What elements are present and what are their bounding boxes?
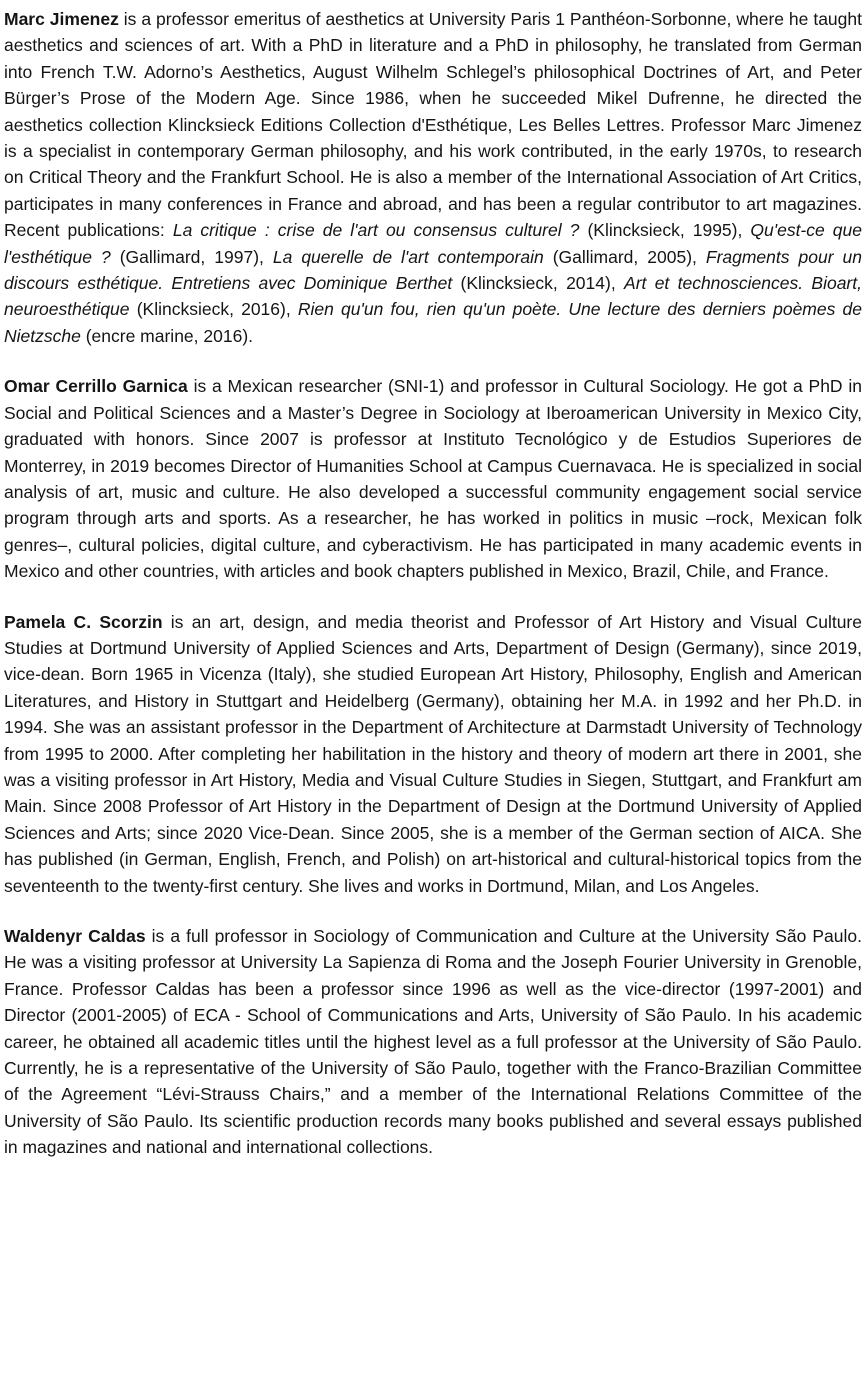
text-run-italic: Qu'est-ce que l'esthétique ?	[4, 220, 862, 267]
text-run-normal: (Klincksieck, 2014),	[452, 273, 625, 294]
bio-paragraph-waldenyr-caldas	[4, 923, 862, 1161]
bio-paragraph-pamela-c-scorzin	[4, 609, 862, 899]
text-run-italic: La querelle de l'art contemporain	[272, 246, 544, 267]
text-run-normal: is a Mexican researcher (SNI-1) and professor in Cultural Sociology. He got a PhD in Social and Political Sciences and a Master’s Degree in Sociology at Iberoamerican University in Mexico City, graduated with honors. Since 2007 is professor at Instituto Tecnológico y de Estudios Superiores de Monterrey, in 2019 becomes Director of Humanities School at Campus Cuernavaca. He is specialized in social analysis of art, music and culture. He also developed a successful community engagement social service program through arts and sports. As a researcher, he has worked in politics in music –rock, Mexican folk genres–, cultural policies, digital culture, and cyberactivism. He has participated in many academic events in Mexico and other countries, with articles and book chapters published in Mexico, Brazil, Chile, and France.	[4, 376, 862, 582]
text-run-bold: Waldenyr Caldas	[4, 926, 146, 946]
document-page	[4, 6, 862, 1161]
text-run-italic: Fragments pour un discours esthétique. Entretiens avec Dominique Berthet	[4, 246, 862, 294]
text-run-normal: (encre marine, 2016).	[80, 325, 254, 346]
text-run-italic: Rien qu'un fou, rien qu'un poète. Une lecture des derniers poèmes de Nietzsche	[4, 299, 862, 346]
text-run-bold: Omar Cerrillo Garnica	[4, 376, 188, 397]
text-run-italic: Art et technosciences. Bioart, neuroesthétique	[4, 273, 862, 320]
text-run-normal: (Klincksieck, 1995),	[579, 220, 751, 241]
bio-paragraph-omar-cerrillo-garnica	[4, 373, 862, 584]
text-run-normal: is a professor emeritus of aesthetics at University Paris 1 Panthéon-Sorbonne, where he taught aesthetics and sciences of art. With a PhD in literature and a PhD in philosophy, he translated from German into French T.W. Adorno’s Aesthetics, August Wilhelm Schlegel’s philosophical Doctrines of Art, and Peter Bürger’s Prose of the Modern Age. Since 1986, when he succeeded Mikel Dufrenne, he directed the aesthetics collection Klincksieck Editions Collection d'Esthétique, Les Belles Lettres. Professor Marc Jimenez is a specialist in contemporary German philosophy, and his work contributed, in the early 1970s, to research on Critical Theory and the Frankfurt School. He is also a member of the International Association of Art Critics, participates in many conferences in France and abroad, and has been a regular contributor to art magazines. Recent publications:	[4, 9, 862, 241]
text-run-normal: is an art, design, and media theorist and Professor of Art History and Visual Culture Studies at Dortmund University of Applied Sciences and Arts, Department of Design (Germany), since 2019, vice-dean. Born 1965 in Vicenza (Italy), she studied European Art History, Philosophy, English and American Literatures, and History in Stuttgart and Heidelberg (Germany), obtaining her M.A. in 1992 and her Ph.D. in 1994. She was an assistant professor in the Department of Architecture at Darmstadt University of Technology from 1995 to 2000. After completing her habilitation in the history and theory of modern art there in 2001, she was a visiting professor in Art History, Media and Visual Culture Studies in Siegen, Stuttgart, and Frankfurt am Main. Since 2008 Professor of Art History in the Department of Design at the Dortmund University of Applied Sciences and Arts; since 2020 Vice-Dean. Since 2005, she is a member of the German section of AICA. She has published (in German, English, French, and Polish) on art-historical and cultural-historical topics from the seventeenth to the twenty-first century. She lives and works in Dortmund, Milan, and Los Angeles.	[4, 611, 862, 896]
text-run-normal: (Klincksieck, 2016),	[129, 299, 298, 320]
text-run-italic: La critique : crise de l'art ou consensus culturel ?	[172, 220, 580, 241]
text-run-bold: Pamela C. Scorzin	[4, 611, 163, 632]
text-run-normal: is a full professor in Sociology of Communication and Culture at the University São Paulo. He was a visiting professor at University La Sapienza di Roma and the Joseph Fourier University in Grenoble, France. Professor Caldas has been a professor since 1996 as well as the vice-director (1997-2001) and Director (2001-2005) of ECA - School of Communications and Arts, University of São Paulo. In his academic career, he obtained all academic titles until the highest level as a full professor at the University of São Paulo. Currently, he is a representative of the University of São Paulo, together with the Franco-Brazilian Committee of the Agreement “Lévi-Strauss Chairs,” and a member of the International Relations Committee of the University of São Paulo. Its scientific production records many books published and several essays published in magazines and national and international collections.	[4, 926, 862, 1158]
text-run-bold: Marc Jimenez	[4, 9, 119, 29]
bio-paragraph-marc-jimenez	[4, 6, 862, 349]
text-run-normal: (Gallimard, 2005),	[543, 246, 706, 267]
text-run-normal: (Gallimard, 1997),	[110, 246, 273, 267]
